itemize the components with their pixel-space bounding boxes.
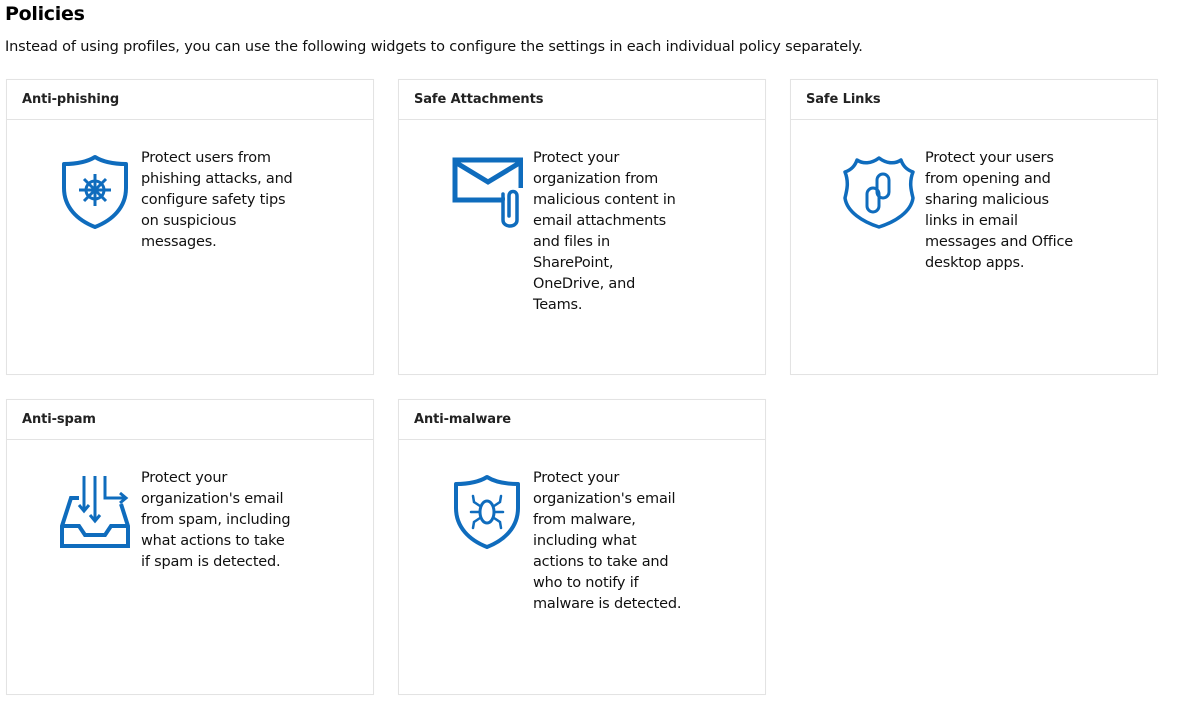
inbox-tray-arrows-icon bbox=[59, 474, 131, 550]
card-title[interactable]: Anti-malware bbox=[399, 400, 765, 440]
card-title[interactable]: Anti-spam bbox=[7, 400, 373, 440]
card-description: Protect your organization's email from spam, including what actions to take if spam is detected. bbox=[141, 470, 291, 570]
card-description: Protect your organization's email from malware, including what actions to take and who to notify if malware is detected. bbox=[533, 470, 682, 612]
shield-bug-icon bbox=[451, 474, 523, 550]
badge-chain-link-icon bbox=[843, 154, 915, 230]
card-description: Protect users from phishing attacks, and configure safety tips on suspicious messages. bbox=[141, 150, 293, 250]
policy-card-anti-spam[interactable] bbox=[6, 399, 374, 695]
card-description: Protect your organization from malicious content in email attachments and files in SharePoint, OneDrive, and Teams. bbox=[533, 150, 676, 313]
policy-card-safe-links[interactable] bbox=[790, 79, 1158, 375]
card-title[interactable]: Anti-phishing bbox=[7, 80, 373, 120]
card-description: Protect your users from opening and sharing malicious links in email messages and Office desktop apps. bbox=[925, 150, 1073, 271]
policy-card-anti-phishing[interactable] bbox=[6, 79, 374, 375]
shield-helm-icon bbox=[59, 154, 131, 230]
envelope-paperclip-icon bbox=[451, 154, 523, 230]
page-title: Policies bbox=[5, 3, 85, 25]
policy-card-safe-attachments[interactable] bbox=[398, 79, 766, 375]
card-title[interactable]: Safe Links bbox=[791, 80, 1157, 120]
policy-card-anti-malware[interactable] bbox=[398, 399, 766, 695]
page-description: Instead of using profiles, you can use the following widgets to configure the settings in each individual policy separately. bbox=[5, 39, 863, 55]
card-title[interactable]: Safe Attachments bbox=[399, 80, 765, 120]
